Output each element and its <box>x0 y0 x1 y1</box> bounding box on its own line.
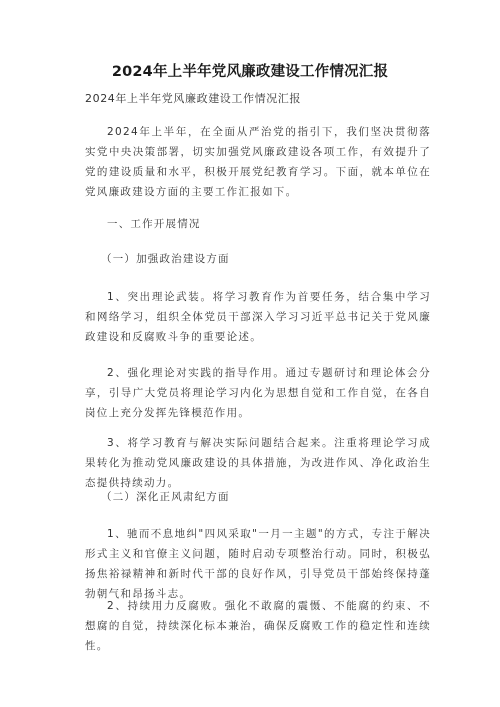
section-heading-work-status: 一、工作开展情况 <box>107 218 201 230</box>
document-subtitle: 2024年上半年党风廉政建设工作情况汇报 <box>85 92 301 105</box>
subsection-heading-discipline: （二）深化正风肃纪方面 <box>101 491 230 503</box>
list-item: 1、突出理论武装。将学习教育作为首要任务，结合集中学习和网络学习，组织全体党员干部深入学习习近平总书记关于党风廉政建设和反腐败斗争的重要论述。 <box>85 291 431 343</box>
list-item: 3、将学习教育与解决实际问题结合起来。注重将理论学习成果转化为推动党风廉政建设的具体措施，为改进作风、净化政治生态提供持续动力。 <box>85 437 431 489</box>
list-item: 2、持续用力反腐败。强化不敢腐的震慑、不能腐的约束、不想腐的自觉，持续深化标本兼治，确保反腐败工作的稳定性和连续性。 <box>85 600 431 652</box>
document-title: 2024年上半年党风廉政建设工作情况汇报 <box>111 64 389 80</box>
list-item: 2、强化理论对实践的指导作用。通过专题研讨和理论体会分享，引导广大党员将理论学习内化为思想自觉和工作自觉，在各自岗位上充分发挥先锋模范作用。 <box>85 367 431 419</box>
list-item: 1、驰而不息地纠"四风采取"一月一主题"的方式，专注于解决形式主义和官僚主义问题，随时启动专项整治行动。同时，积极弘扬焦裕禄精神和新时代干部的良好作风，引导党员干部始终保持蓬勃朝气和昂扬斗志。 <box>85 528 431 600</box>
intro-paragraph: 2024年上半年，在全面从严治党的指引下，我们坚决贯彻落实党中央决策部署，切实加强党风廉政建设各项工作，有效提升了党的建设质量和水平，积极开展党纪教育学习。下面，就本单位在党风廉政建设方面的主要工作汇报如下。 <box>85 126 431 198</box>
subsection-heading-political-building: （一）加强政治建设方面 <box>101 253 230 265</box>
